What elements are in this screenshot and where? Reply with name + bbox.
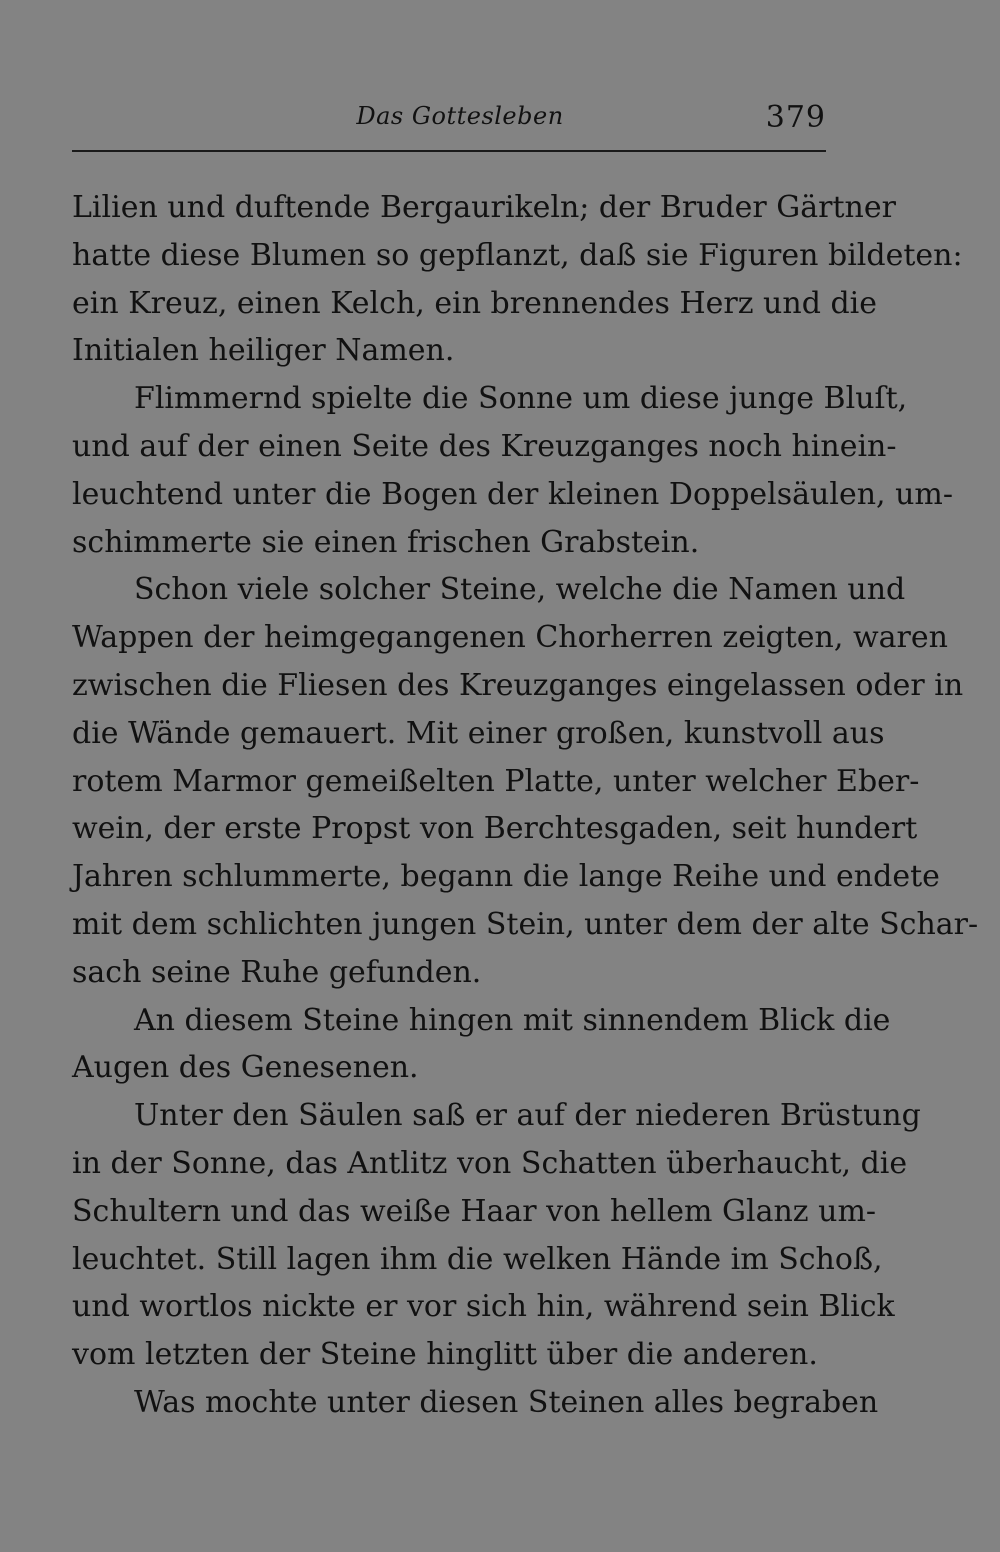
text-line: hatte diese Blumen so gepflanzt, daß sie Figuren bildeten: (72, 237, 963, 273)
text-line: leuchtet. Still lagen ihm die welken Hände im Schoß, (72, 1241, 883, 1277)
text-line: ein Kreuz, einen Kelch, ein brennendes Herz und die (72, 285, 877, 321)
text-line: Jahren schlummerte, begann die lange Reihe und endete (72, 859, 940, 895)
text-line: leuchtend unter die Bogen der kleinen Doppelsäulen, um- (72, 476, 954, 512)
text-line: und auf der einen Seite des Kreuzganges noch hinein- (72, 428, 897, 464)
text-line: Schon viele solcher Steine, welche die Namen und (134, 572, 906, 608)
text-line: Lilien und duftende Bergaurikeln; der Bruder Gärtner (72, 190, 896, 225)
text-line: Flimmernd spielte die Sonne um diese junge Bluſt, (134, 381, 908, 417)
text-line: und wortlos nickte er vor sich hin, während sein Blick (72, 1289, 895, 1325)
running-title: Das Gottesleben (356, 102, 564, 130)
text-line: zwischen die Fliesen des Kreuzganges eingelassen oder in (72, 667, 964, 703)
text-line: Initialen heiliger Namen. (72, 333, 455, 369)
text-line: Schultern und das weiße Haar von hellem Glanz um- (72, 1193, 877, 1229)
text-line: An diesem Steine hingen mit sinnendem Blick die (134, 1002, 891, 1038)
page-number: 379 (765, 100, 826, 135)
text-line: vom letzten der Steine hinglitt über die anderen. (72, 1337, 818, 1373)
text-line: wein, der erste Propst von Berchtesgaden, seit hundert (72, 811, 918, 847)
text-line: Was mochte unter diesen Steinen alles begraben (134, 1384, 879, 1420)
text-line: in der Sonne, das Antlitz von Schatten überhaucht, die (72, 1145, 908, 1181)
text-line: rotem Marmor gemeißelten Platte, unter welcher Eber- (72, 763, 920, 799)
text-line: sach seine Ruhe gefunden. (72, 954, 482, 990)
text-line: die Wände gemauert. Mit einer großen, kunstvoll aus (72, 715, 885, 751)
text-line: Augen des Genesenen. (72, 1050, 419, 1086)
body-text (72, 184, 979, 1424)
text-line: Unter den Säulen saß er auf der niederen Brüstung (134, 1098, 921, 1134)
text-line: schimmerte sie einen frischen Grabstein. (72, 524, 700, 560)
text-line: mit dem schlichten jungen Stein, unter dem der alte Schar- (72, 906, 979, 942)
page-header (72, 100, 828, 140)
text-line: Wappen der heimgegangenen Chorherren zeigten, waren (72, 620, 948, 656)
header-rule (72, 150, 826, 152)
